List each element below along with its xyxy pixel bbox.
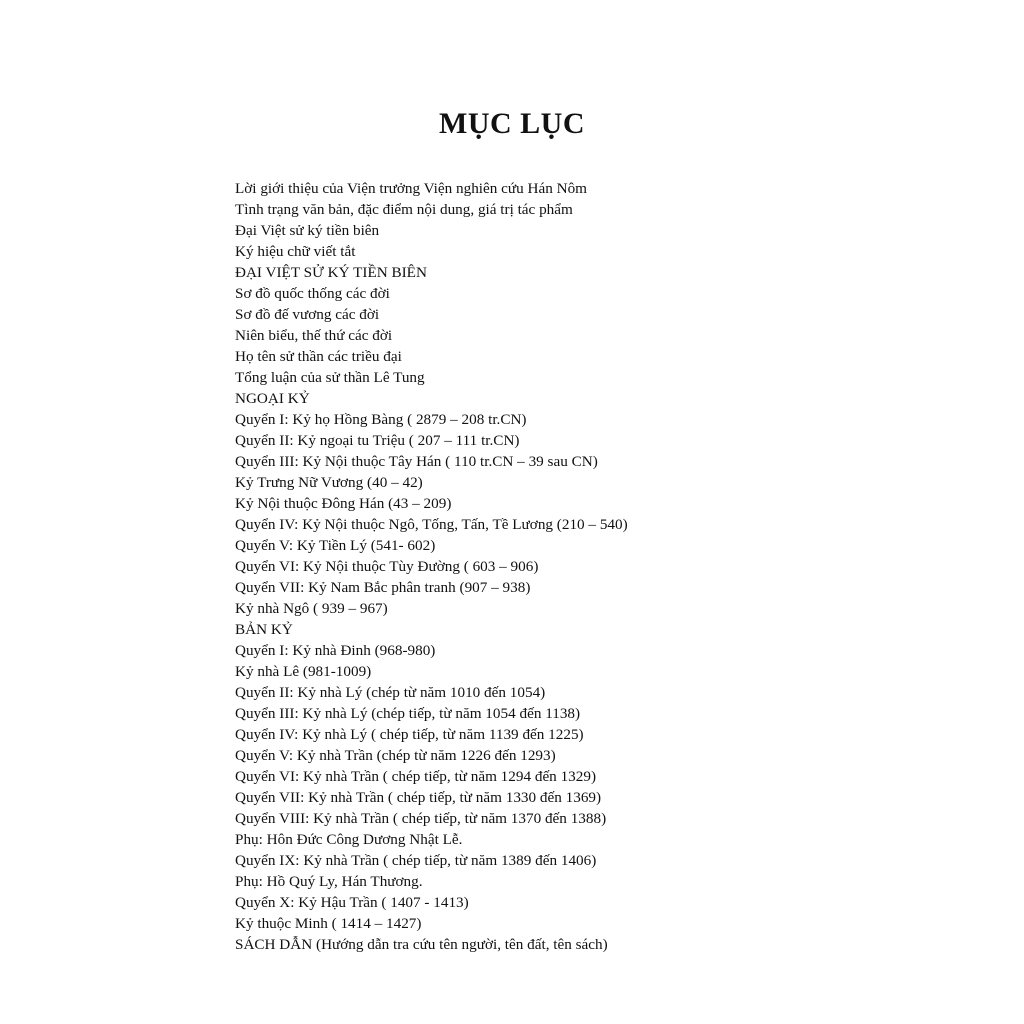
toc-entry: Quyển X: Kỷ Hậu Trần ( 1407 - 1413)	[235, 894, 469, 911]
toc-entry: Quyển V: Kỷ Tiền Lý (541- 602)	[235, 537, 436, 554]
toc-entry: Quyển II: Kỷ ngoại tu Triệu ( 207 – 111 tr.CN)	[235, 432, 520, 449]
toc-entry: Quyển V: Kỷ nhà Trần (chép từ năm 1226 đến 1293)	[235, 747, 556, 764]
toc-entry: Quyển I: Kỷ nhà Đinh (968-980)	[235, 642, 436, 659]
toc-entry: Phụ: Hồ Quý Ly, Hán Thương.	[235, 873, 423, 890]
toc-entry: Quyển IV: Kỷ nhà Lý ( chép tiếp, từ năm 1139 đến 1225)	[235, 726, 584, 743]
toc-entry: Quyển III: Kỷ Nội thuộc Tây Hán ( 110 tr.CN – 39 sau CN)	[235, 453, 598, 470]
toc-entry: Quyển VII: Kỷ nhà Trần ( chép tiếp, từ năm 1330 đến 1369)	[235, 789, 602, 806]
toc-entry: BẢN KỶ	[235, 621, 293, 638]
toc-entry: Tổng luận của sử thần Lê Tung	[235, 369, 425, 386]
toc-entry: Quyển III: Kỷ nhà Lý (chép tiếp, từ năm 1054 đến 1138)	[235, 705, 581, 722]
toc-entry: SÁCH DẪN (Hướng dẫn tra cứu tên người, tên đất, tên sách)	[235, 936, 608, 953]
toc-entry: Đại Việt sử ký tiền biên	[235, 222, 380, 239]
toc-entry: ĐẠI VIỆT SỬ KÝ TIỀN BIÊN	[235, 264, 427, 281]
toc-entry: NGOẠI KỶ	[235, 390, 310, 407]
toc-entry: Lời giới thiệu của Viện trưởng Viện nghiên cứu Hán Nôm	[235, 180, 587, 197]
toc-entry: Họ tên sử thần các triều đại	[235, 348, 402, 365]
toc-entry: Kỷ thuộc Minh ( 1414 – 1427)	[235, 915, 422, 932]
toc-entry: Quyển VII: Kỷ Nam Bắc phân tranh (907 – 938)	[235, 579, 531, 596]
toc-entry: Kỷ nhà Lê (981-1009)	[235, 663, 372, 680]
toc-entry: Quyển I: Kỷ họ Hồng Bàng ( 2879 – 208 tr.CN)	[235, 411, 527, 428]
toc-entry: Phụ: Hôn Đức Công Dương Nhật Lễ.	[235, 831, 463, 848]
toc-entry: Kỷ nhà Ngô ( 939 – 967)	[235, 600, 388, 617]
toc-entry: Quyển IX: Kỷ nhà Trần ( chép tiếp, từ năm 1389 đến 1406)	[235, 852, 597, 869]
toc-entry: Ký hiệu chữ viết tắt	[235, 243, 356, 260]
toc-entry: Quyển VI: Kỷ nhà Trần ( chép tiếp, từ năm 1294 đến 1329)	[235, 768, 597, 785]
toc-entry: Niên biểu, thế thứ các đời	[235, 327, 393, 344]
table-of-contents	[235, 178, 995, 955]
toc-entry: Kỷ Nội thuộc Đông Hán (43 – 209)	[235, 495, 452, 512]
toc-entry: Quyển II: Kỷ nhà Lý (chép từ năm 1010 đến 1054)	[235, 684, 546, 701]
page-title: MỤC LỤC	[439, 107, 585, 140]
toc-entry: Sơ đồ quốc thống các đời	[235, 285, 390, 302]
toc-entry: Quyển IV: Kỷ Nội thuộc Ngô, Tống, Tấn, Tề Lương (210 – 540)	[235, 516, 628, 533]
toc-entry: Kỷ Trưng Nữ Vương (40 – 42)	[235, 474, 423, 491]
toc-entry: Quyển VI: Kỷ Nội thuộc Tùy Đường ( 603 – 906)	[235, 558, 539, 575]
toc-entry: Quyển VIII: Kỷ nhà Trần ( chép tiếp, từ năm 1370 đến 1388)	[235, 810, 607, 827]
toc-entry: Tình trạng văn bản, đặc điểm nội dung, giá trị tác phẩm	[235, 201, 573, 218]
toc-entry: Sơ đồ đế vương các đời	[235, 306, 380, 323]
